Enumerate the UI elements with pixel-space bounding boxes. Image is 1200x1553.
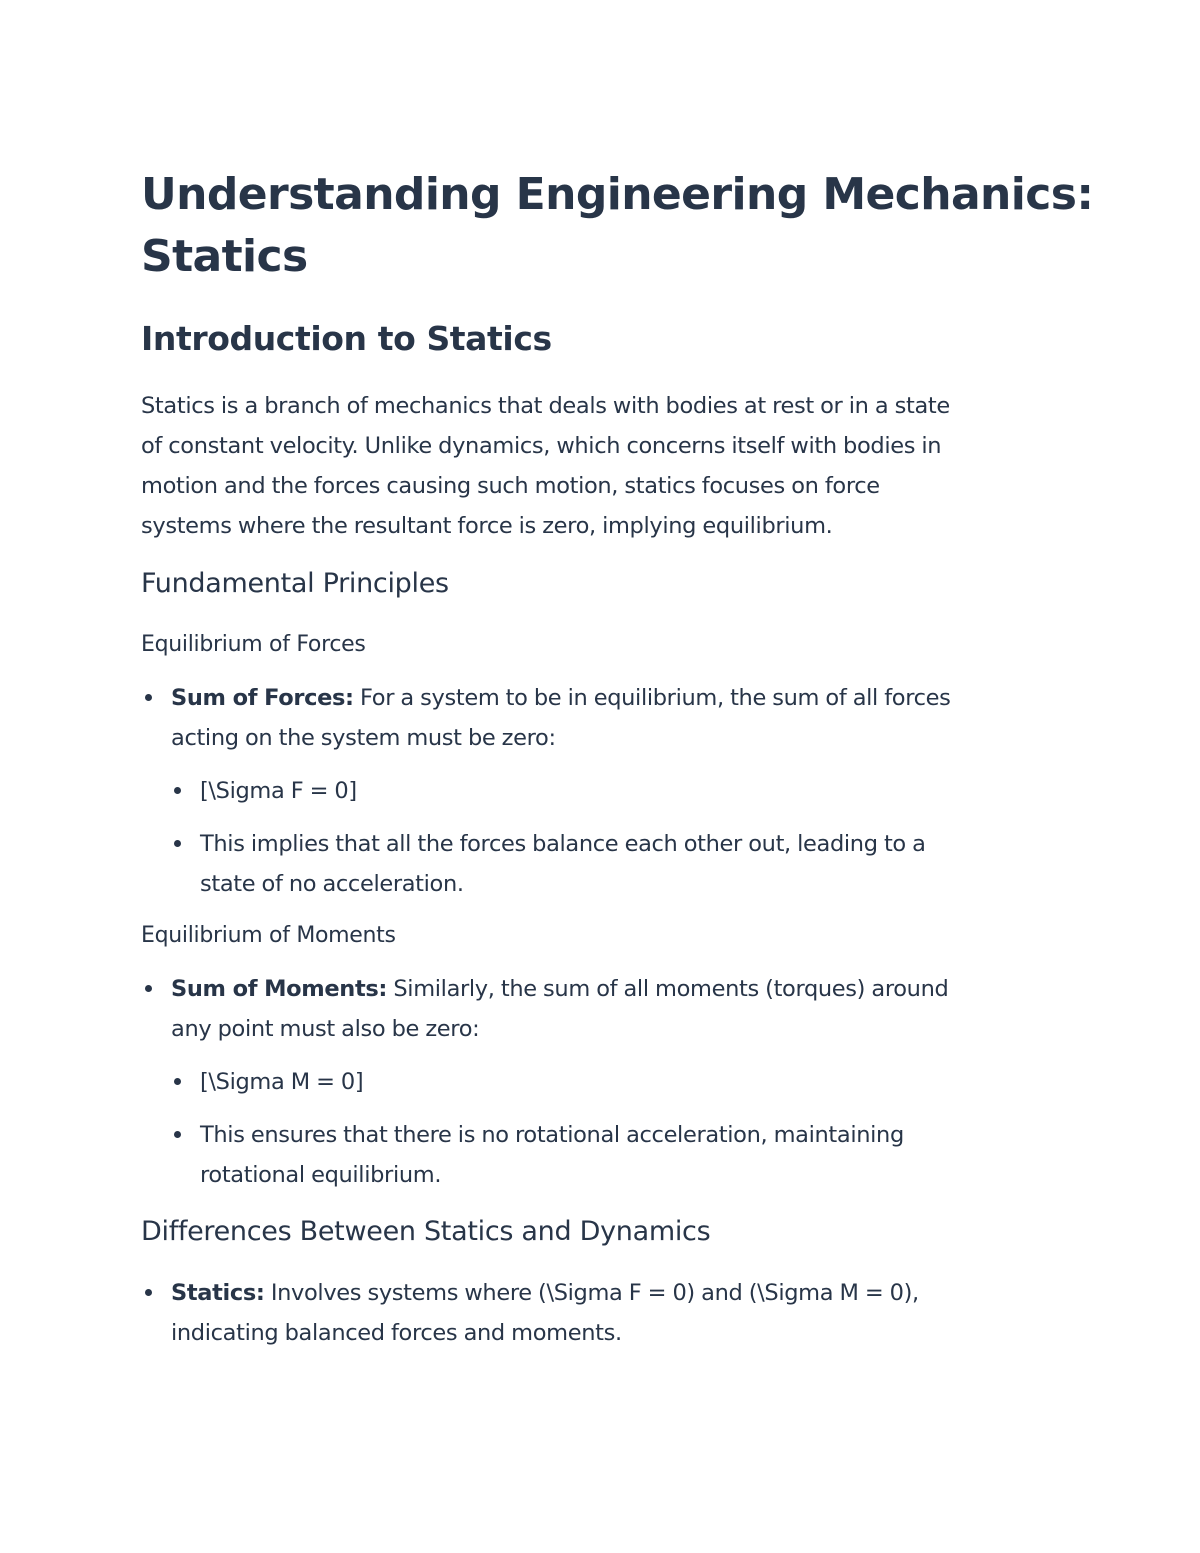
subheading-equilibrium-of-moments: Equilibrium of Moments: [141, 923, 396, 948]
rotational-equilibrium-text-continued: rotational equilibrium.: [200, 1162, 442, 1188]
sum-of-forces-item: [171, 678, 951, 718]
sum-of-moments-label: Sum of Moments:: [171, 976, 388, 1002]
bullet-dot: [174, 787, 181, 794]
bullet-dot: [145, 985, 152, 992]
bullet-dot: [145, 694, 152, 701]
forces-balance-text: This implies that all the forces balance each other out, leading to a: [200, 831, 926, 857]
sum-of-moments-text: Similarly, the sum of all moments (torques) around: [387, 976, 949, 1002]
intro-paragraph-line: motion and the forces causing such motion, statics focuses on force: [141, 473, 880, 499]
sigma-f-equation: [\Sigma F = 0]: [200, 778, 357, 804]
statics-difference-item: [171, 1273, 919, 1313]
sum-of-moments-item: [171, 969, 948, 1009]
forces-balance-text-continued: state of no acceleration.: [200, 871, 464, 897]
statics-label: Statics:: [171, 1280, 265, 1306]
intro-paragraph-line: systems where the resultant force is zero, implying equilibrium.: [141, 513, 833, 539]
sum-of-forces-label: Sum of Forces:: [171, 685, 354, 711]
sum-of-moments-text-continued: any point must also be zero:: [171, 1016, 480, 1042]
section-heading-fundamental-principles: Fundamental Principles: [141, 568, 449, 599]
section-heading-introduction: Introduction to Statics: [141, 319, 552, 358]
statics-difference-text: Involves systems where (\Sigma F = 0) and (\Sigma M = 0),: [264, 1280, 919, 1306]
rotational-equilibrium-text: This ensures that there is no rotational acceleration, maintaining: [200, 1122, 904, 1148]
statics-difference-text-continued: indicating balanced forces and moments.: [171, 1320, 622, 1346]
sum-of-forces-text: For a system to be in equilibrium, the sum of all forces: [353, 685, 951, 711]
section-heading-differences: Differences Between Statics and Dynamics: [141, 1216, 711, 1247]
subheading-equilibrium-of-forces: Equilibrium of Forces: [141, 632, 366, 657]
bullet-dot: [174, 1131, 181, 1138]
intro-paragraph-line: Statics is a branch of mechanics that deals with bodies at rest or in a state: [141, 393, 950, 419]
intro-paragraph-line: of constant velocity. Unlike dynamics, which concerns itself with bodies in: [141, 433, 942, 459]
sum-of-forces-text-continued: acting on the system must be zero:: [171, 725, 556, 751]
bullet-dot: [174, 1078, 181, 1085]
document-title-line-2: Statics: [141, 231, 308, 282]
sigma-m-equation: [\Sigma M = 0]: [200, 1069, 364, 1095]
bullet-dot: [145, 1289, 152, 1296]
document-title-line-1: Understanding Engineering Mechanics:: [141, 169, 1094, 220]
bullet-dot: [174, 840, 181, 847]
